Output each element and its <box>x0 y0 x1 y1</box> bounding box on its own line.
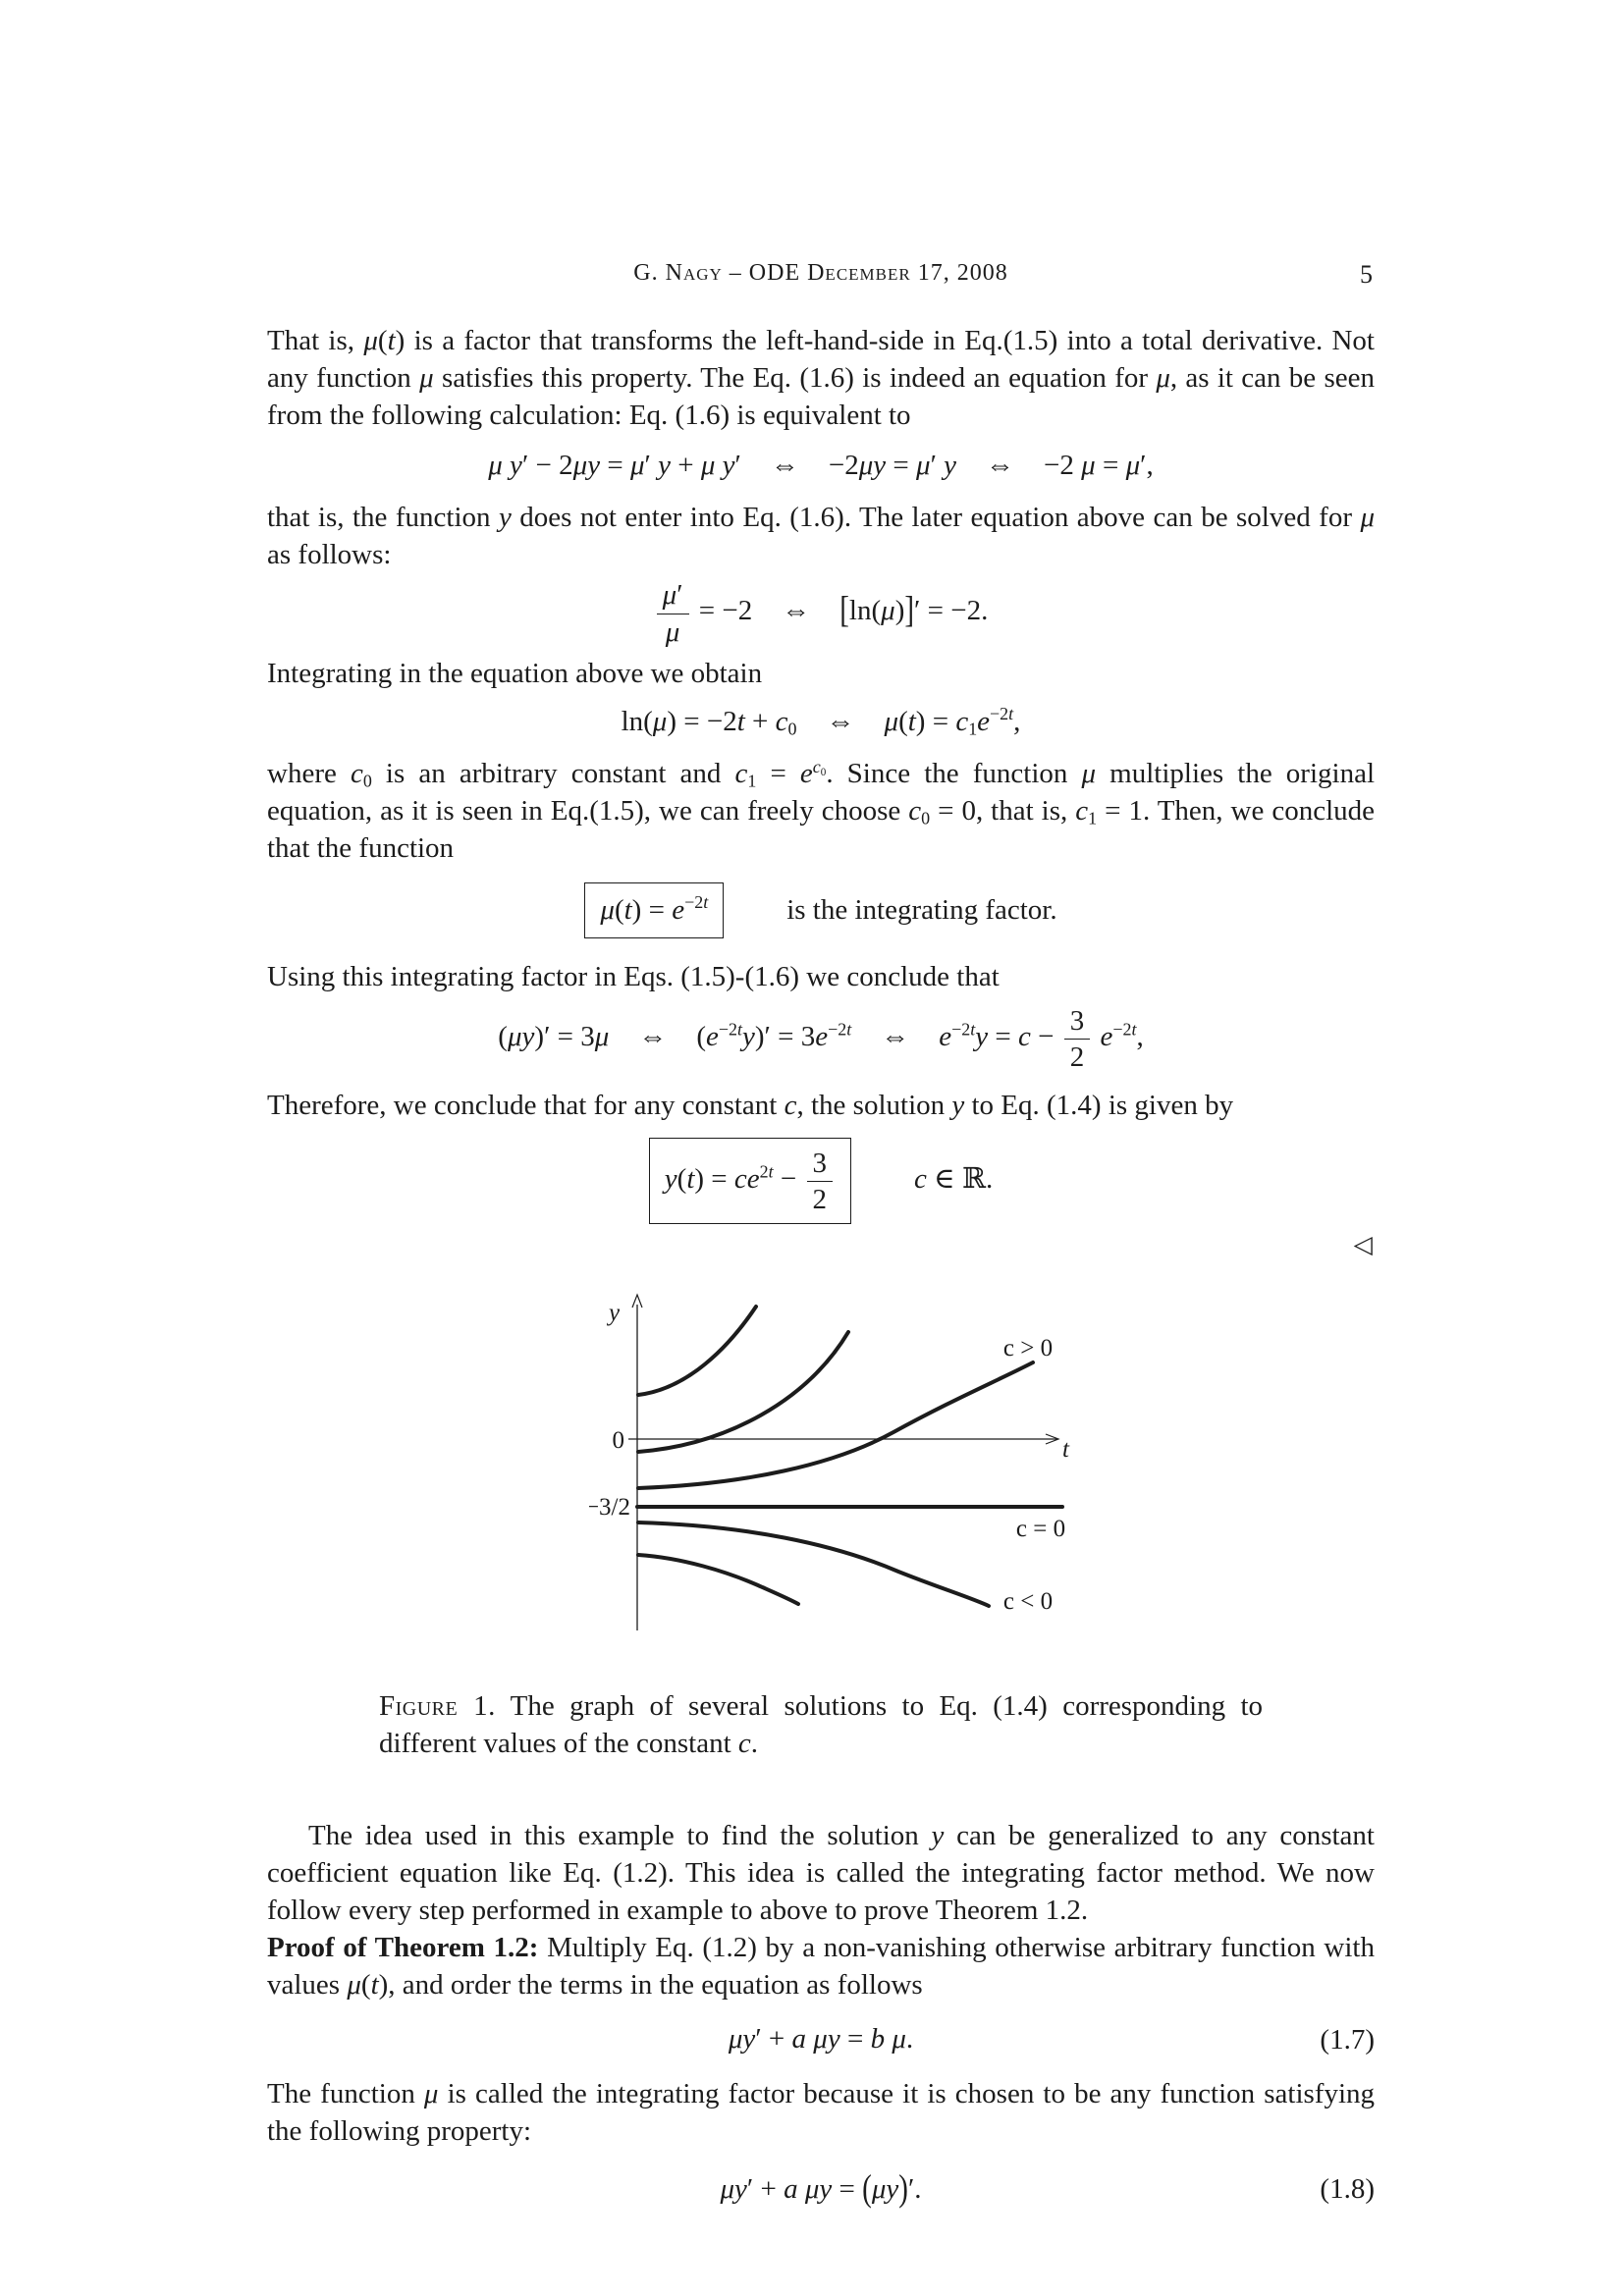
label-c-positive: c > 0 <box>1002 1335 1054 1362</box>
paragraph-property: The function μ is called the integrating factor because it is chosen to be any function satisfying the following property: <box>267 2077 1375 2147</box>
equation-1-8-body: μy′ + a μy = (μy)′. <box>720 2167 922 2210</box>
equation-integrating-factor-line <box>267 882 1375 937</box>
paragraph-integrating: Integrating in the equation above we obtain <box>267 658 763 690</box>
boxed-general-solution: $y(t) = ce^{2t}$ − $\frac{3}{2}$ <box>649 1138 851 1225</box>
proof-label: Proof of Theorem 1.2: <box>267 1932 539 1964</box>
solution-curves-chart <box>589 1285 1080 1650</box>
paragraph-generalization: The idea used in this example to find the solution y can be generalized to any constant coefficient equation like Eq. (1.2). This idea is called the integrating factor method. We now follow every step performed in example to above to prove Theorem 1.2. <box>267 1820 1375 1927</box>
paragraph-therefore: Therefore, we conclude that for any constant c, the solution y to Eq. (1.4) is given by <box>267 1089 1234 1121</box>
paragraph-using-factor: Using this integrating factor in Eqs. (1.5)-(1.6) we conclude that <box>267 960 1000 992</box>
equation-mu-derivation: μ y′ − 2μy = μ′ y + μ y′ ⇔ −2μy = μ′ y ⇔ −2 μ = μ′, <box>488 450 1154 481</box>
paragraph-proof <box>267 1929 1375 2003</box>
constant-domain: c ∈ ℝ. <box>914 1162 994 1195</box>
equation-solution-derivation: (μy)′ = 3μ ⇔ $(e^{-2t}y)' = 3e^{-2t}$ ⇔ $e^{-2t}y = c$ − $\frac{3}{2}$ $e^{-2t}$, <box>498 1004 1144 1074</box>
figure-caption <box>379 1687 1263 1762</box>
solution-curve-c-positive-2 <box>638 1332 848 1452</box>
tick-label-minus-three-halves: −3/2 <box>589 1494 630 1522</box>
figure-caption-text: The graph of several solutions to Eq. (1.4) corresponding to different values of the constant c. <box>379 1690 1264 1760</box>
equation-1-7 <box>267 2021 1375 2056</box>
proof-text: Multiply Eq. (1.2) by a non-vanishing otherwise arbitrary function with values μ(t), and order the terms in the equation as follows <box>267 1932 1375 2002</box>
equation-1-7-number: (1.7) <box>1320 2023 1375 2056</box>
end-of-example-triangle-icon: ◁ <box>1353 1230 1373 1259</box>
label-c-negative: c < 0 <box>1002 1588 1054 1616</box>
equation-1-8-number: (1.8) <box>1320 2172 1375 2205</box>
figure-caption-label: Figure 1. <box>379 1690 496 1723</box>
t-axis-label: t <box>1062 1436 1069 1464</box>
paragraph-constants: where $c_0$ is an arbitrary constant and $c_1 = e^{c_0}$. Since the function μ multiplies the original equation, as it is seen in Eq.(1.5), we can freely choose $c_0 = 0$, that is, $c_1 = 1$. Then, we conclude that the function <box>267 756 1376 865</box>
equation-general-solution-line <box>267 1138 1375 1225</box>
y-axis-label: y <box>609 1300 621 1327</box>
page-number: 5 <box>1360 260 1373 289</box>
running-title: G. Nagy – ODE December 17, 2008 <box>633 260 1008 286</box>
equation-ln-mu: $\ln(\mu) = -2t + c_0$ ⇔ $\mu(t) = c_1e^{-2t}$, <box>621 704 1021 739</box>
integrating-factor-note: is the integrating factor. <box>786 894 1057 927</box>
running-header <box>267 260 1375 287</box>
equation-1-7-body: μy′ + a μy = b μ. <box>728 2023 914 2056</box>
paragraph-intro: That is, μ(t) is a factor that transforms the left-hand-side in Eq.(1.5) into a total derivative. Not any function μ satisfies this property. The Eq. (1.6) is indeed an equation for μ, as it can be seen from the following calculation: Eq. (1.6) is equivalent to <box>267 325 1375 431</box>
label-c-zero: c = 0 <box>1015 1516 1066 1543</box>
equation-log-derivative: $\frac{\mu'}{\mu}$ = −2 ⇔ [ln(μ)]′ = −2. <box>267 579 1375 647</box>
solution-curve-c-positive-1 <box>638 1307 756 1395</box>
boxed-integrating-factor: $\mu(t) = e^{-2t}$ <box>584 882 724 937</box>
solution-curve-c-positive-3 <box>638 1362 1033 1488</box>
solution-curves <box>637 1307 1062 1606</box>
solution-curve-c-negative-2 <box>638 1555 798 1604</box>
figure-1-plot <box>589 1285 1080 1658</box>
tick-label-zero: 0 <box>612 1427 624 1455</box>
paragraph-solve-mu: that is, the function y does not enter into Eq. (1.6). The later equation above can be solved for μ as follows: <box>267 502 1375 571</box>
equation-1-8 <box>267 2167 1375 2210</box>
